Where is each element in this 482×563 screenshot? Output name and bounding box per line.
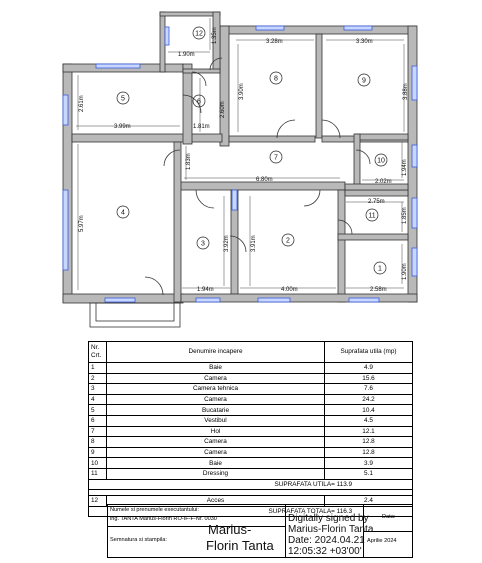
header-name: Denumire incapere bbox=[107, 342, 325, 363]
signer-name-line2: Florin Tanta bbox=[206, 538, 274, 553]
cell-area: 12.1 bbox=[325, 426, 413, 437]
cell-area: 2.4 bbox=[325, 496, 413, 507]
dim-1-94-r3: 1.94m bbox=[197, 287, 214, 293]
cell-nr: 8 bbox=[89, 437, 107, 448]
table-row bbox=[89, 437, 413, 448]
cell-area: 5.1 bbox=[325, 468, 413, 479]
cell-nr: 1 bbox=[89, 363, 107, 374]
dim-1-35: 1.35m bbox=[212, 27, 218, 44]
dim-2-75: 2.75m bbox=[368, 199, 385, 205]
table-row bbox=[89, 363, 413, 374]
room-number-4: 4 bbox=[121, 209, 125, 217]
data-value: Aprilie 2024 bbox=[367, 538, 397, 544]
cell-name: Camera bbox=[107, 447, 325, 458]
dim-3-91: 3.91m bbox=[251, 235, 257, 252]
entrance bbox=[90, 303, 180, 327]
cell-nr: 9 bbox=[89, 447, 107, 458]
room-number-10: 10 bbox=[377, 157, 385, 165]
dim-3-99: 3.99m bbox=[114, 124, 131, 130]
cell-name: Bucatarie bbox=[107, 405, 325, 416]
cell-name: Camera bbox=[107, 437, 325, 448]
header-area: Suprafata utila (mp) bbox=[325, 342, 413, 363]
dim-2-02: 2.02m bbox=[375, 179, 392, 185]
cell-name: Dressing bbox=[107, 468, 325, 479]
semnatura-label: Semnatura si stampila: bbox=[110, 537, 167, 543]
table-row bbox=[89, 426, 413, 437]
table-header-row bbox=[89, 342, 413, 363]
room-number-5: 5 bbox=[121, 95, 125, 103]
cell-area: 7.6 bbox=[325, 384, 413, 395]
dim-1-90-r1: 1.90m bbox=[402, 263, 408, 280]
cell-name: Camera bbox=[107, 394, 325, 405]
signer-name-line1: Marius- bbox=[208, 522, 252, 537]
dim-2-61: 2.61m bbox=[79, 95, 85, 112]
table-row bbox=[89, 384, 413, 395]
cell-nr: 3 bbox=[89, 384, 107, 395]
room-number-1: 1 bbox=[378, 265, 382, 273]
table-row bbox=[89, 415, 413, 426]
dim-2-58: 2.58m bbox=[370, 287, 387, 293]
table-row bbox=[89, 373, 413, 384]
data-label: Data: bbox=[382, 514, 396, 520]
cell-name: Camera bbox=[107, 373, 325, 384]
cell-area: 15.6 bbox=[325, 373, 413, 384]
digital-line3: Date: 2024.04.21 bbox=[288, 535, 365, 546]
cell-nr: 12 bbox=[89, 496, 107, 507]
room-number-11: 11 bbox=[368, 212, 376, 220]
dim-3-30: 3.30m bbox=[356, 39, 373, 45]
cell-area: 3.9 bbox=[325, 458, 413, 469]
cell-area: 10.4 bbox=[325, 405, 413, 416]
room-number-7: 7 bbox=[274, 154, 278, 162]
digital-line1: Digitally signed by bbox=[288, 513, 369, 524]
cell-nr: 11 bbox=[89, 468, 107, 479]
header-nr: Nr. Crt. bbox=[89, 342, 107, 363]
table-row bbox=[89, 394, 413, 405]
suprafata-totala: SUPRAFATA TOTALA= 116.3 bbox=[107, 506, 413, 517]
dim-2-60: 2.60m bbox=[220, 101, 226, 118]
windows bbox=[63, 26, 417, 302]
room-number-3: 3 bbox=[201, 240, 205, 248]
cell-nr: 5 bbox=[89, 405, 107, 416]
dim-1-81: 1.81m bbox=[193, 124, 210, 130]
dim-3-92: 3.92m bbox=[224, 235, 230, 252]
cell-area: 24.2 bbox=[325, 394, 413, 405]
cell-name: Baie bbox=[107, 363, 325, 374]
dim-1-90-top: 1.90m bbox=[178, 52, 195, 58]
cell-area: 4.9 bbox=[325, 363, 413, 374]
table-row bbox=[89, 458, 413, 469]
dim-3-90: 3.90m bbox=[239, 83, 245, 100]
dim-6-80: 6.80m bbox=[256, 177, 273, 183]
digital-line4: 12:05:32 +03'00' bbox=[288, 546, 362, 557]
dim-4-00: 4.00m bbox=[281, 287, 298, 293]
rooms-table bbox=[88, 341, 413, 517]
walls bbox=[63, 12, 417, 303]
dim-1-83: 1.83m bbox=[186, 153, 192, 170]
digital-line2: Marius-Florin Tanta bbox=[288, 524, 374, 535]
cell-nr: 10 bbox=[89, 458, 107, 469]
table-row bbox=[89, 447, 413, 458]
dim-5-97: 5.97m bbox=[79, 215, 85, 232]
room-number-2: 2 bbox=[286, 237, 290, 245]
dim-1-94-r10: 1.94m bbox=[402, 159, 408, 176]
dim-1-85: 1.85m bbox=[402, 207, 408, 224]
room-number-8: 8 bbox=[274, 75, 278, 83]
suprafata-utila: SUPRAFATA UTILA= 113.9 bbox=[107, 479, 413, 490]
cell-area: 4.5 bbox=[325, 415, 413, 426]
cell-nr: 2 bbox=[89, 373, 107, 384]
table-row bbox=[89, 405, 413, 416]
cell-name: Vestibul bbox=[107, 415, 325, 426]
signature-footer bbox=[107, 504, 413, 558]
cell-area: 12.8 bbox=[325, 437, 413, 448]
cell-name: Hol bbox=[107, 426, 325, 437]
executant-value: ing. TANTA Marius-Florin RO-IF-F-Nr. 0030 bbox=[110, 516, 217, 522]
cell-nr: 6 bbox=[89, 415, 107, 426]
room-number-12: 12 bbox=[195, 30, 203, 38]
dim-3-88: 3.88m bbox=[403, 83, 409, 100]
cell-nr: 7 bbox=[89, 426, 107, 437]
executant-label: Numele si prenumele executantului: bbox=[110, 507, 199, 513]
room-number-6: 6 bbox=[197, 98, 201, 106]
cell-name: Camera tehnica bbox=[107, 384, 325, 395]
cell-area: 12.8 bbox=[325, 447, 413, 458]
table-row bbox=[89, 468, 413, 479]
cell-nr: 4 bbox=[89, 394, 107, 405]
cell-name: Acces bbox=[107, 496, 325, 507]
rooms-table-wrap bbox=[88, 341, 412, 517]
dim-3-28: 3.28m bbox=[266, 39, 283, 45]
room-number-9: 9 bbox=[362, 77, 366, 85]
cell-name: Baie bbox=[107, 458, 325, 469]
sum-utila-row bbox=[89, 479, 413, 490]
